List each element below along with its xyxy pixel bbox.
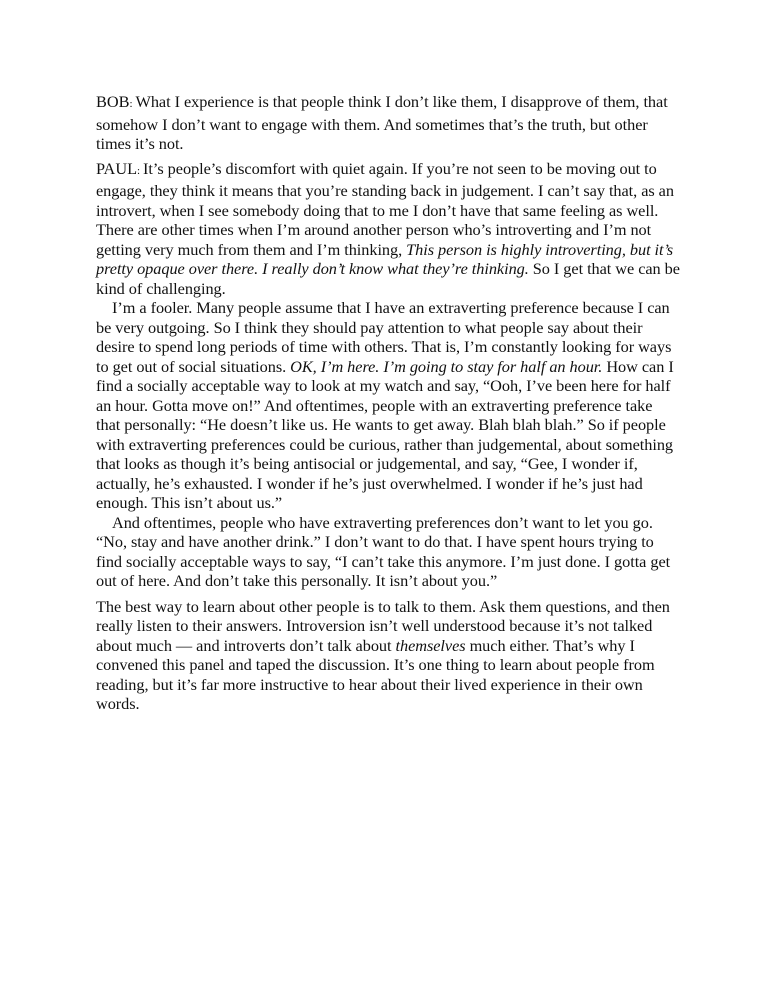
- paul-p1-text-a: It’s people’s discomfort with quiet again. If you’re not seen to be moving out to engage, they think it means that you’re standing back in judgement. I can’t say that, as an introvert, when I see somebody doing that to me I don’t have that same feeling as well. There are other times when I’m around another person who’s introverting and I’m not getting very much from them and I’m thinking,: [96, 158, 674, 259]
- paul-p2-text-b: How can I find a socially acceptable way to look at my watch and say, “Ooh, I’ve been here for half an hour. Gotta move on!” And oftentimes, people with an extraverting preference take that personally: “He doesn’t like us. He wants to get away. Blah blah blah.” So if people with extraverting preferences could be curious, rather than judgemental, about something that looks as though it’s being antisocial or judgemental, and say, “Gee, I wonder if, actually, he’s exhausted. I wonder if he’s just overwhelmed. I wonder if he’s just had enough. This isn’t about us.”: [96, 356, 674, 512]
- closing-text-b: much either. That’s why I convened this panel and taped the discussion. It’s one thing to learn about people from reading, but it’s far more instructive to hear about their lived experience in their own words.: [96, 635, 655, 713]
- closing-text-a: The best way to learn about other people is to talk to them. Ask them questions, and then really listen to their answers. Introversion isn’t well understood because it’s not talked about much — and introverts don’t talk about: [96, 596, 670, 655]
- paul-p3-text: And oftentimes, people who have extraverting preferences don’t want to let you go. “No, stay and have another drink.” I don’t want to do that. I have spent hours trying to find socially acceptable ways to say, “I can’t take this anymore. I’m just done. I gotta get out of here. And don’t take this personally. It isn’t about you.”: [96, 512, 671, 590]
- closing-italic-word: themselves: [395, 635, 466, 655]
- bob-paragraph: [96, 92, 680, 154]
- speaker-colon: :: [129, 98, 133, 110]
- speaker-label-bob: BOB: [96, 92, 130, 111]
- paul-p2-italic-thought: OK, I’m here. I’m going to stay for half an hour.: [290, 356, 603, 376]
- closing-paragraph: [96, 597, 680, 714]
- paul-p2-text-a: I’m a fooler. Many people assume that I have an extraverting preference because I can be very outgoing. So I think they should pay attention to what people say about their desire to spend long periods of time with others. That is, I’m constantly looking for ways to get out of social situations.: [96, 298, 672, 376]
- paul-p1-italic-thought: This person is highly introverting, but it’s pretty opaque over there. I really don’t know what they’re thinking.: [96, 239, 674, 278]
- document-page: [96, 92, 680, 714]
- speaker-colon: :: [137, 164, 141, 177]
- paul-p1-text-b: So I get that we can be kind of challenging.: [96, 259, 680, 298]
- paul-paragraph-2: [96, 298, 680, 513]
- paul-paragraph-3: [96, 513, 680, 591]
- bob-text: What I experience is that people think I don’t like them, I disapprove of them, that somehow I don’t want to engage with them. And sometimes that’s the truth, but other times it’s not.: [96, 92, 668, 153]
- speaker-label-paul: PAUL: [96, 158, 138, 178]
- paul-paragraph-1: [96, 159, 680, 299]
